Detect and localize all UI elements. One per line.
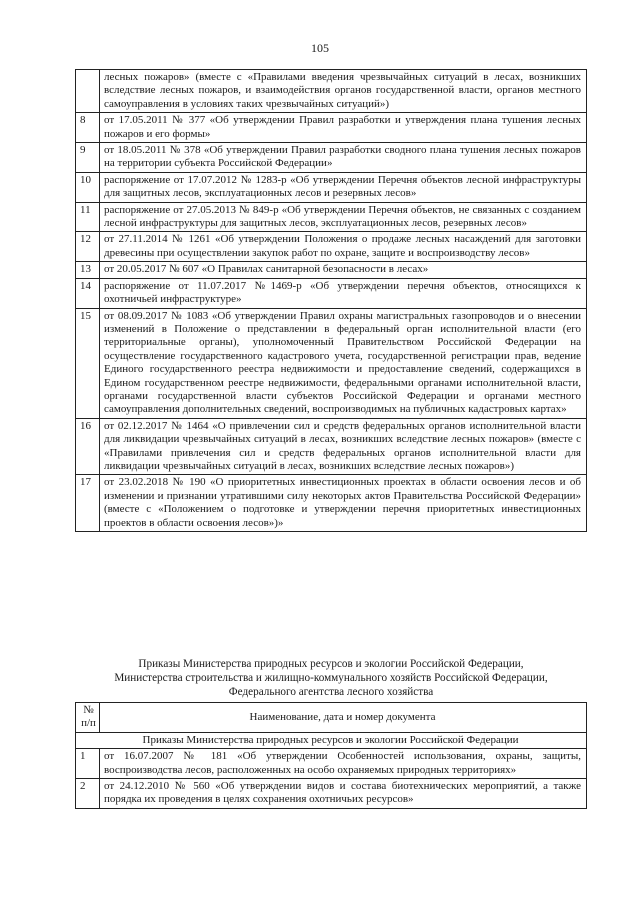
row-text: распоряжение от 27.05.2013 № 849-р «Об утверждении Перечня объектов, не связанных с созданием лесной инфраструктуры для защитных лесов, эксплуатационных лесов, резервных лесов» <box>100 202 587 232</box>
row-number: 8 <box>76 113 100 143</box>
row-text: от 18.05.2011 № 378 «Об утверждении Правил разработки сводного плана тушения лесных пожаров на территории субъекта Российской Федерации» <box>100 143 587 173</box>
row-text: от 08.09.2017 № 1083 «Об утверждении Правил охраны магистральных газопроводов и о внесении изменений в Положение о представлении в федеральный орган исполнительной власти (его территориальные органы), уполномоченный Правительством Российской Федерации на осуществление государственного кадастрового учета, государственной регистрации прав, ведение Единого государственного реестра недвижимости и предоставление сведений, содержащихся в Едином государственном реестре недвижимости, федеральными органами исполнительной власти, органами государственной власти субъектов Российской Федерации и органами местного самоуправления дополнительных сведений, воспроизводимых на публичных кадастровых картах» <box>100 308 587 418</box>
table-row <box>76 749 587 779</box>
table-row <box>76 172 587 202</box>
row-number <box>76 70 100 113</box>
row-text: от 16.07.2007 № 181 «Об утверждении Особенностей использования, охраны, защиты, воспроизводства лесов, расположенных на особо охраняемых природных территориях» <box>100 749 587 779</box>
table-row <box>76 113 587 143</box>
table-row <box>76 779 587 809</box>
table-row <box>76 308 587 418</box>
column-header-number: № п/п <box>76 703 100 733</box>
table-row <box>76 475 587 532</box>
orders-table <box>75 702 587 809</box>
section-heading-line: Министерства строительства и жилищно-коммунального хозяйств Российской Федерации, <box>114 672 548 685</box>
table-row <box>76 418 587 475</box>
table-row <box>76 232 587 262</box>
row-text: лесных пожаров» (вместе с «Правилами введения чрезвычайных ситуаций в лесах, возникших вследствие лесных пожаров, и взаимодействия органов государственной власти, органов местного самоуправления в условиях таких чрезвычайных ситуаций») <box>100 70 587 113</box>
table-header-row <box>76 703 587 733</box>
row-number: 9 <box>76 143 100 173</box>
table-row <box>76 262 587 278</box>
row-number: 15 <box>76 308 100 418</box>
row-text: от 23.02.2018 № 190 «О приоритетных инвестиционных проектах в области освоения лесов и об изменении и признании утратившими силу некоторых актов Правительства Российской Федерации» (вместе с «Положением о подготовке и утверждении перечня приоритетных инвестиционных проектов в области освоения лесов»)» <box>100 475 587 532</box>
table-row <box>76 143 587 173</box>
table-row <box>76 70 587 113</box>
table-section-row <box>76 732 587 748</box>
legal-acts-table <box>75 69 587 532</box>
row-text: распоряжение от 17.07.2012 № 1283-р «Об утверждении Перечня объектов лесной инфраструктуры для защитных лесов, эксплуатационных лесов и резервных лесов» <box>100 172 587 202</box>
row-text: распоряжение от 11.07.2017 №1469-р «Об утверждении перечня объектов, относящихся к охотничьей инфраструктуре» <box>100 278 587 308</box>
page-number: 105 <box>311 41 329 55</box>
table-row <box>76 278 587 308</box>
section-heading <box>75 657 587 700</box>
row-number: 17 <box>76 475 100 532</box>
row-number: 11 <box>76 202 100 232</box>
section-title: Приказы Министерства природных ресурсов и экологии Российской Федерации <box>76 732 587 748</box>
row-number: 10 <box>76 172 100 202</box>
row-text: от 20.05.2017 № 607 «О Правилах санитарной безопасности в лесах» <box>100 262 587 278</box>
column-header-name: Наименование, дата и номер документа <box>100 703 587 733</box>
row-number: 2 <box>76 779 100 809</box>
row-number: 12 <box>76 232 100 262</box>
row-number: 13 <box>76 262 100 278</box>
row-text: от 02.12.2017 № 1464 «О привлечении сил и средств федеральных органов исполнительной власти для ликвидации чрезвычайных ситуаций в лесах, возникших вследствие лесных пожаров» (вместе с «Правилами привлечения сил и средств федеральных органов исполнительной власти для ликвидации чрезвычайных ситуаций в лесах, возникших вследствие лесных пожаров») <box>100 418 587 475</box>
table-row <box>76 202 587 232</box>
row-number: 1 <box>76 749 100 779</box>
row-text: от 27.11.2014 № 1261 «Об утверждении Положения о продаже лесных насаждений для заготовки древесины при осуществлении закупок работ по охране, защите и воспроизводству лесов» <box>100 232 587 262</box>
row-number: 16 <box>76 418 100 475</box>
section-heading-line: Приказы Министерства природных ресурсов и экологии Российской Федерации, <box>138 658 524 670</box>
section-heading-line: Федерального агентства лесного хозяйства <box>228 686 434 699</box>
row-text: от 24.12.2010 № 560 «Об утверждении видов и состава биотехнических мероприятий, а также порядка их проведения в целях сохранения охотничьих ресурсов» <box>100 779 587 809</box>
row-number: 14 <box>76 278 100 308</box>
row-text: от 17.05.2011 № 377 «Об утверждении Правил разработки и утверждения плана тушения лесных пожаров и его формы» <box>100 113 587 143</box>
